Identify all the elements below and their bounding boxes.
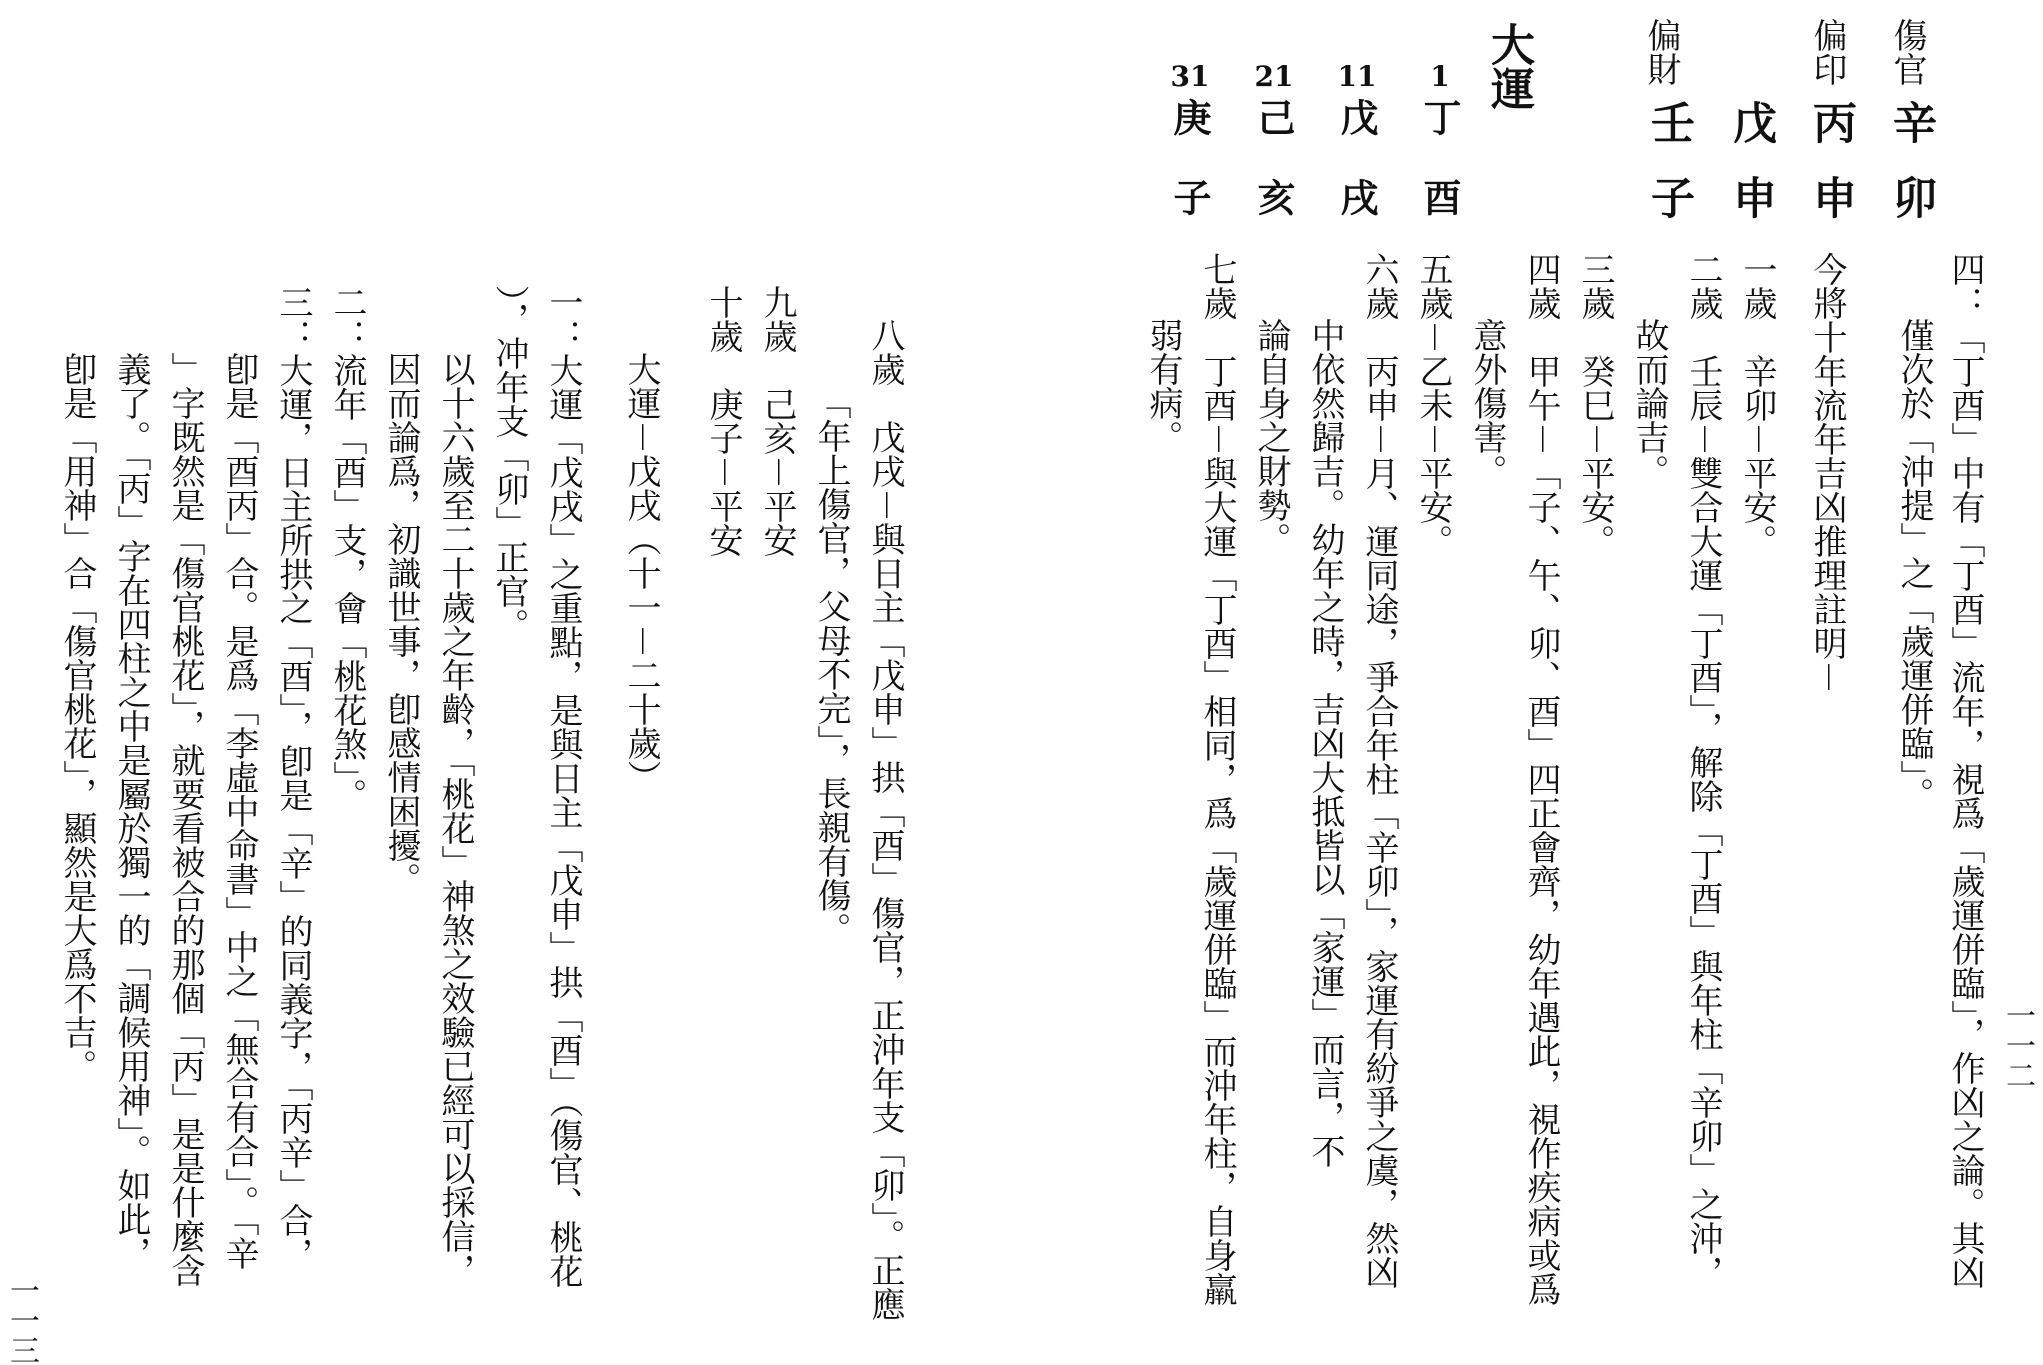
text-column: 論自身之財勢。 (1251, 318, 1291, 556)
dayun-age: 21 (1254, 60, 1294, 93)
text-column: 意外傷害。 (1467, 318, 1507, 488)
ten-god-label: 偏財 (1641, 18, 1681, 86)
page-number-right: 一一二 (2000, 1000, 2035, 1090)
dayun-branch: 子 (1167, 178, 1212, 216)
dayun-branch: 亥 (1251, 178, 1296, 216)
text-column: 僅次於「沖提」之「歲運併臨」。 (1894, 318, 1934, 811)
text-column: 弱有病。 (1143, 318, 1183, 454)
text-column: 三歲 癸巳－平安。 (1575, 252, 1615, 558)
text-column: 六歲 丙申－月、運同途，爭合年柱「辛卯」，家運有紛爭之虞，然凶 (1359, 252, 1399, 1289)
text-column: 二歲 壬辰－雙合大運「丁酉」，解除「丁酉」與年柱「辛卯」之沖， (1683, 252, 1723, 1289)
pillar-stem: 丙 (1805, 100, 1856, 144)
text-column: 四：「丁酉」中有「丁酉」流年，視爲「歲運併臨」，作凶之論。其凶 (1945, 252, 1985, 1289)
dayun-label: 大運 (1483, 22, 1534, 110)
text-column: 」字既然是「傷官桃花」，就要看被合的那個「丙」是是什麼含 (165, 352, 205, 1287)
page-number-left: 一一三 (4, 1275, 39, 1365)
pillar-stem: 壬 (1643, 100, 1694, 144)
dayun-age: 11 (1337, 60, 1377, 93)
text-column: 三：大運，日主所拱之「酉」，卽是「辛」的同義字，「丙辛」合， (273, 285, 313, 1271)
text-column: 卽是「用神」合「傷官桃花」，顯然是大爲不吉。 (57, 352, 97, 1083)
text-column: 因而論爲，初識世事，卽感情困擾。 (381, 352, 421, 896)
text-column: 「年上傷官，父母不完」，長親有傷。 (811, 385, 851, 946)
text-column: 中依然歸吉。幼年之時，吉凶大抵皆以「家運」而言，不 (1305, 318, 1345, 1168)
text-column: 故而論吉。 (1629, 318, 1669, 488)
pillar-branch: 申 (1805, 175, 1856, 219)
dayun-age: 31 (1170, 60, 1210, 93)
text-column: 八歲 戊戌－與日主「戊申」拱「酉」傷官，正沖年支「卯」。正應 (865, 318, 905, 1321)
text-column: 七歲 丁酉－與大運「丁酉」相同，爲「歲運併臨」而沖年柱，自身羸 (1197, 252, 1237, 1306)
text-column: 五歲－乙未－平安。 (1413, 252, 1453, 558)
text-column: 大運－戊戌（十一－二十歲） (621, 352, 661, 794)
text-column: ），冲年支「卯」正官。 (489, 285, 529, 642)
ten-god-label: 偏印 (1807, 18, 1847, 86)
dayun-stem: 庚 (1167, 98, 1212, 136)
dayun-stem: 戊 (1334, 98, 1379, 136)
pillar-stem: 戊 (1725, 100, 1776, 144)
text-column: 一：大運「戊戌」之重點，是與日主「戊申」拱「酉」（傷官、桃花 (543, 285, 583, 1288)
text-column: 一歲 辛卯－平安。 (1737, 252, 1777, 558)
text-column: 二：流年「酉」支，會「桃花煞」。 (327, 285, 367, 812)
pillar-stem: 辛 (1885, 100, 1936, 144)
text-column: 義了。「丙」字在四柱之中是屬於獨一的「調候用神」。如此， (111, 352, 151, 1270)
dayun-branch: 酉 (1417, 178, 1462, 216)
text-column: 十歲 庚子－平安 (703, 285, 743, 557)
text-column: 四歲 甲午－「子、午、卯、酉」四正會齊，幼年遇此，視作疾病或爲 (1521, 252, 1561, 1306)
text-column: 卽是「酉丙」合。是爲「李虛中命書」中之「無合有合」。「辛 (219, 352, 259, 1270)
dayun-stem: 己 (1251, 98, 1296, 136)
pillar-branch: 申 (1725, 175, 1776, 219)
ten-god-label: 傷官 (1887, 18, 1927, 86)
text-column: 九歲 己亥－平安 (757, 285, 797, 557)
text-column: 今將十年流年吉凶推理註明－ (1807, 252, 1847, 694)
text-column: 以十六歲至二十歲之年齡，「桃花」神煞之效驗已經可以採信， (435, 352, 475, 1287)
dayun-stem: 丁 (1417, 98, 1462, 136)
dayun-branch: 戌 (1334, 178, 1379, 216)
dayun-age: 1 (1430, 60, 1450, 93)
pillar-branch: 卯 (1885, 175, 1936, 219)
pillar-branch: 子 (1643, 175, 1694, 219)
